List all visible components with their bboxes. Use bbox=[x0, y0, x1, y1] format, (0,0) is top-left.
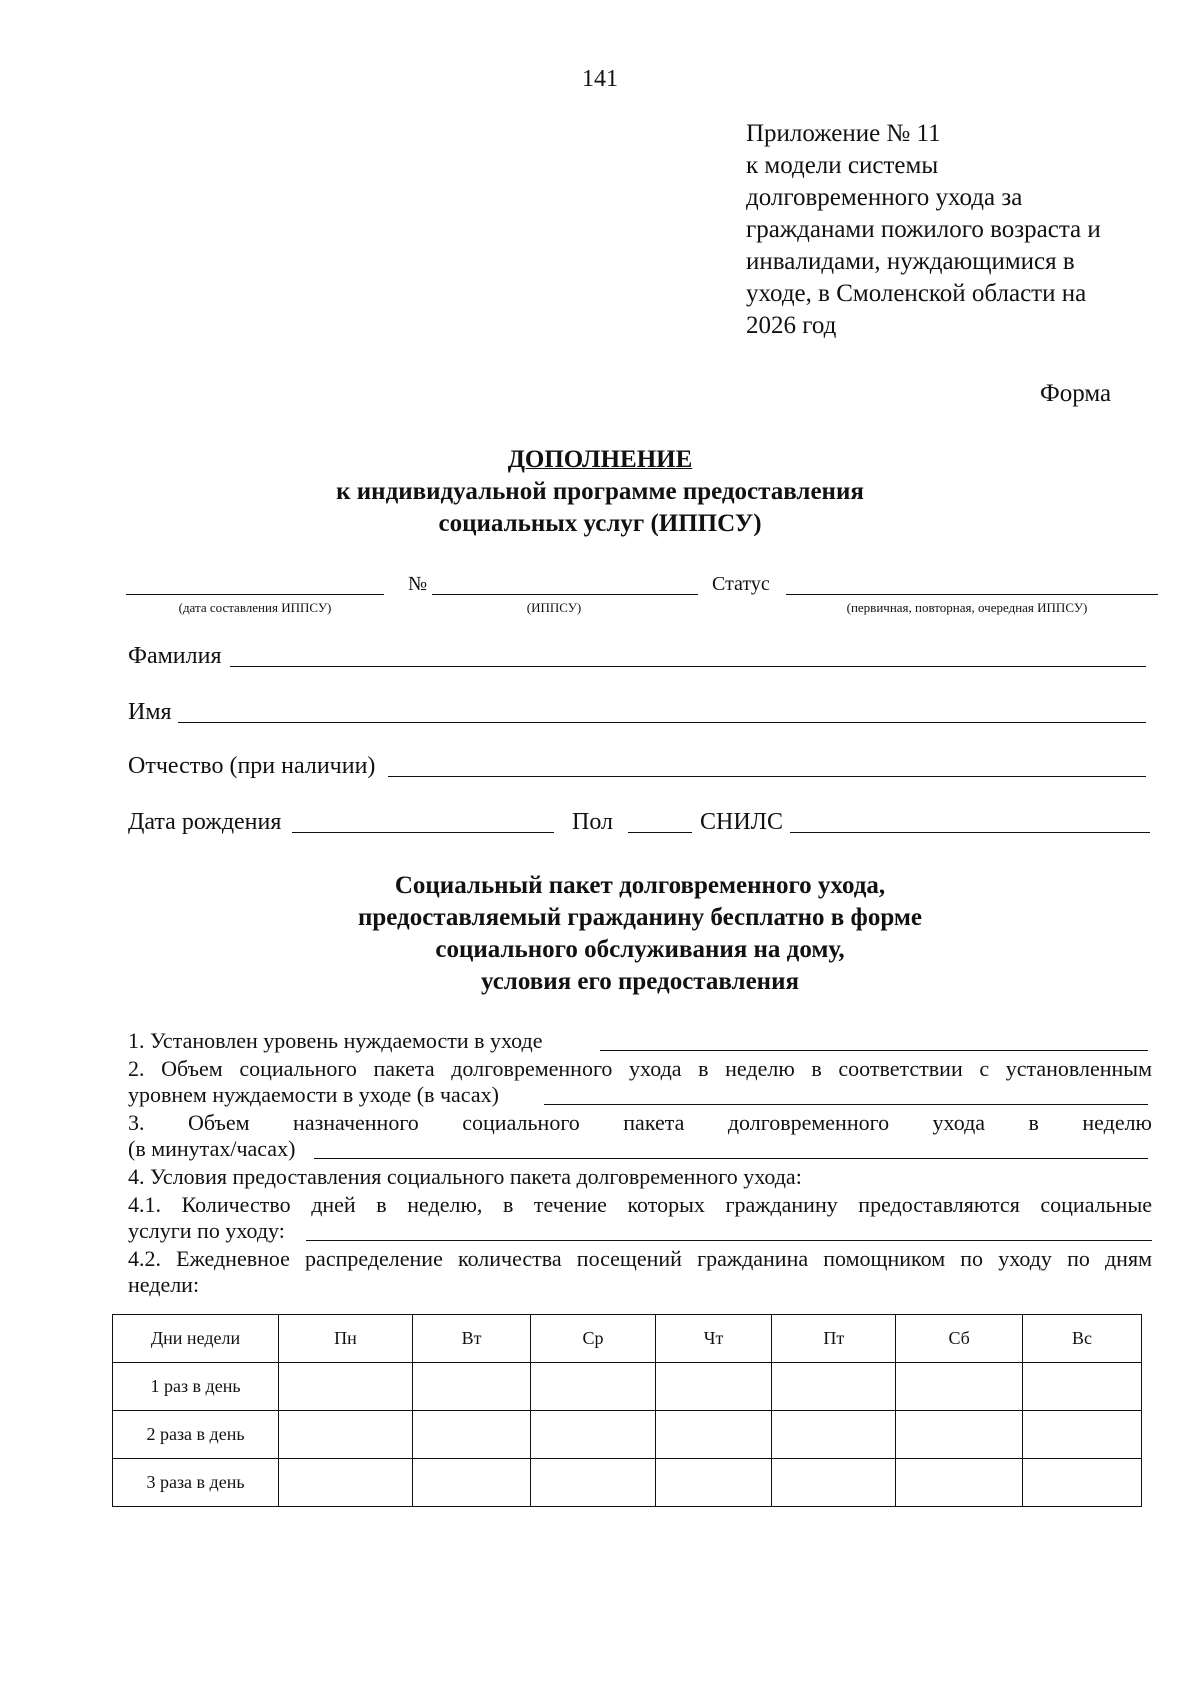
status-field-line[interactable] bbox=[786, 594, 1158, 595]
table-cell[interactable] bbox=[655, 1363, 772, 1411]
birthdate-field-line[interactable] bbox=[292, 832, 554, 833]
sex-field-line[interactable] bbox=[628, 832, 692, 833]
table-row bbox=[113, 1459, 1142, 1507]
table-row bbox=[113, 1411, 1142, 1459]
appendix-line: к модели системы bbox=[746, 152, 939, 179]
item-4-1-text: 4.1. Количество дней в неделю, в течение которых гражданину предоставляются социальные bbox=[128, 1192, 1152, 1217]
name-label: Имя bbox=[128, 699, 172, 725]
title-line-2: к индивидуальной программе предоставления bbox=[336, 478, 864, 505]
patronymic-field-line[interactable] bbox=[388, 776, 1146, 777]
table-row bbox=[113, 1363, 1142, 1411]
page-number: 141 bbox=[582, 66, 618, 92]
item-4-1-field-line[interactable] bbox=[306, 1240, 1152, 1241]
table-header-row bbox=[113, 1315, 1142, 1363]
header-cell-fri: Пт bbox=[772, 1315, 896, 1363]
section-title-line-3: социального обслуживания на дому, bbox=[435, 936, 845, 963]
surname-field-line[interactable] bbox=[230, 666, 1146, 667]
item-4-text: 4. Условия предоставления социального пакета долговременного ухода: bbox=[128, 1164, 802, 1189]
header-cell-days: Дни недели bbox=[113, 1315, 279, 1363]
table-cell[interactable] bbox=[772, 1411, 896, 1459]
header-cell-sun: Вс bbox=[1023, 1315, 1142, 1363]
appendix-block bbox=[746, 118, 1101, 342]
item-4-2-text: 4.2. Ежедневное распределение количества посещений гражданина помощником по уходу по дням bbox=[128, 1246, 1152, 1271]
status-label: Статус bbox=[712, 573, 770, 595]
item-3-text-cont: (в минутах/часах) bbox=[128, 1136, 296, 1161]
header-cell-sat: Сб bbox=[896, 1315, 1023, 1363]
table-cell[interactable] bbox=[279, 1411, 413, 1459]
appendix-line: 2026 год bbox=[746, 312, 837, 339]
birthdate-label: Дата рождения bbox=[128, 809, 282, 835]
table-cell[interactable] bbox=[531, 1411, 656, 1459]
appendix-line: гражданами пожилого возраста и bbox=[746, 216, 1101, 243]
table-cell[interactable] bbox=[279, 1363, 413, 1411]
table-cell[interactable] bbox=[772, 1363, 896, 1411]
appendix-line: Приложение № 11 bbox=[746, 120, 941, 147]
item-3-text: 3. Объем назначенного социального пакета долговременного ухода в неделю bbox=[128, 1110, 1152, 1135]
row-label: 3 раза в день bbox=[113, 1459, 279, 1507]
header-cell-mon: Пн bbox=[279, 1315, 413, 1363]
item-2-field-line[interactable] bbox=[544, 1104, 1148, 1105]
appendix-line: долговременного ухода за bbox=[746, 184, 1023, 211]
title-line-3: социальных услуг (ИППСУ) bbox=[438, 510, 762, 537]
item-3-field-line[interactable] bbox=[314, 1158, 1148, 1159]
title-line-1: ДОПОЛНЕНИЕ bbox=[507, 446, 693, 473]
table-cell[interactable] bbox=[1023, 1363, 1142, 1411]
appendix-line: инвалидами, нуждающимися в bbox=[746, 248, 1075, 275]
item-2-text: 2. Объем социального пакета долговременного ухода в неделю в соответствии с установленным bbox=[128, 1056, 1152, 1081]
header-cell-wed: Ср bbox=[531, 1315, 656, 1363]
form-label: Форма bbox=[1040, 380, 1112, 407]
table-cell[interactable] bbox=[896, 1363, 1023, 1411]
table-cell[interactable] bbox=[531, 1459, 656, 1507]
table-cell[interactable] bbox=[412, 1363, 530, 1411]
weekly-visits-table bbox=[112, 1314, 1142, 1507]
table-cell[interactable] bbox=[655, 1411, 772, 1459]
table-cell[interactable] bbox=[412, 1459, 530, 1507]
snils-label: СНИЛС bbox=[700, 809, 783, 835]
number-field-line[interactable] bbox=[432, 594, 698, 595]
surname-label: Фамилия bbox=[128, 643, 222, 669]
table-cell[interactable] bbox=[279, 1459, 413, 1507]
table-cell[interactable] bbox=[655, 1459, 772, 1507]
patronymic-label: Отчество (при наличии) bbox=[128, 753, 376, 779]
header-cell-tue: Вт bbox=[412, 1315, 530, 1363]
sex-label: Пол bbox=[572, 809, 613, 835]
item-1-field-line[interactable] bbox=[600, 1050, 1148, 1051]
section-title-line-2: предоставляемый гражданину бесплатно в форме bbox=[357, 904, 922, 931]
table-cell[interactable] bbox=[896, 1411, 1023, 1459]
row-label: 1 раз в день bbox=[113, 1363, 279, 1411]
item-4-2-text-cont: недели: bbox=[128, 1272, 200, 1297]
date-caption: (дата составления ИППСУ) bbox=[178, 600, 332, 615]
status-caption: (первичная, повторная, очередная ИППСУ) bbox=[846, 600, 1088, 615]
appendix-line: уходе, в Смоленской области на bbox=[746, 280, 1087, 307]
number-label: № bbox=[408, 573, 428, 595]
table-cell[interactable] bbox=[896, 1459, 1023, 1507]
header-cell-thu: Чт bbox=[655, 1315, 772, 1363]
name-field-line[interactable] bbox=[178, 722, 1146, 723]
section-title-line-1: Социальный пакет долговременного ухода, bbox=[394, 872, 886, 899]
date-field-line[interactable] bbox=[126, 594, 384, 595]
table-cell[interactable] bbox=[531, 1363, 656, 1411]
table-cell[interactable] bbox=[1023, 1459, 1142, 1507]
item-2-text-cont: уровнем нуждаемости в уходе (в часах) bbox=[128, 1082, 499, 1107]
section-title bbox=[0, 870, 1200, 998]
table-cell[interactable] bbox=[1023, 1411, 1142, 1459]
item-4-1-text-cont: услуги по уходу: bbox=[128, 1218, 285, 1243]
table-cell[interactable] bbox=[412, 1411, 530, 1459]
snils-field-line[interactable] bbox=[790, 832, 1150, 833]
item-1-text: 1. Установлен уровень нуждаемости в уходе bbox=[128, 1028, 543, 1053]
row-label: 2 раза в день bbox=[113, 1411, 279, 1459]
section-title-line-4: условия его предоставления bbox=[480, 968, 800, 995]
table-cell[interactable] bbox=[772, 1459, 896, 1507]
document-title bbox=[0, 444, 1200, 540]
number-caption: (ИППСУ) bbox=[526, 600, 582, 615]
